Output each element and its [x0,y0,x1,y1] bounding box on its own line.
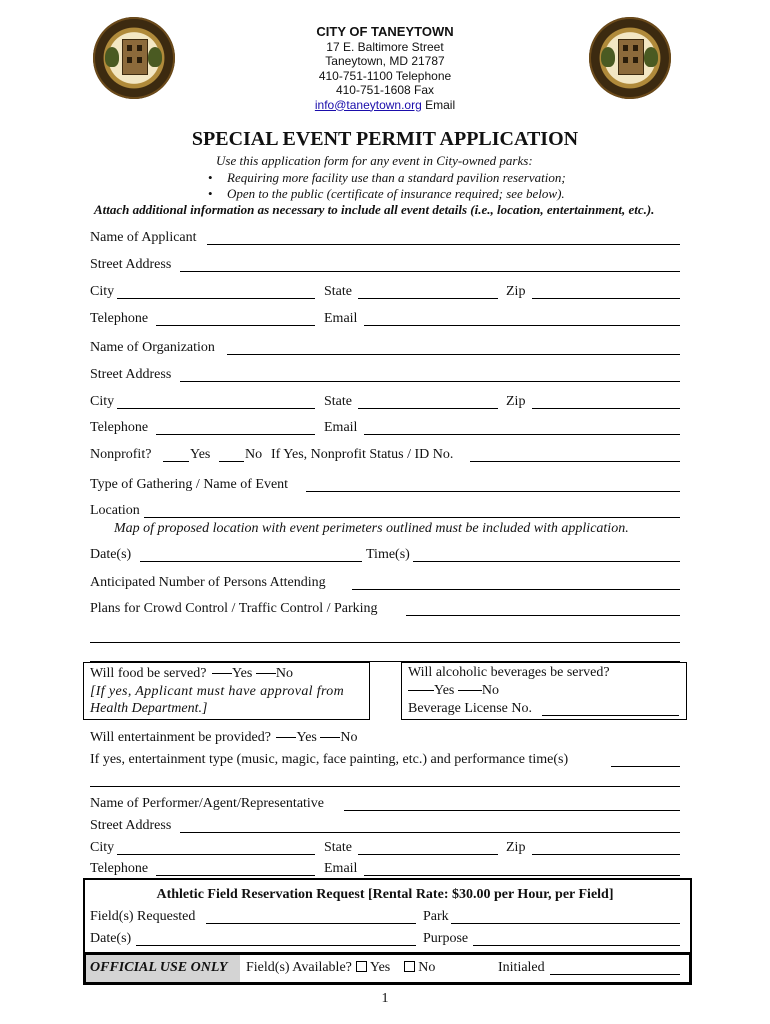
label-performer-telephone: Telephone [90,861,149,876]
input-entertainment-yes[interactable] [276,737,296,738]
label-performer-zip: Zip [506,840,526,855]
input-persons[interactable] [352,589,680,590]
input-street-address[interactable] [180,271,680,272]
label-org-zip: Zip [506,394,526,409]
label-entertainment [90,730,357,746]
input-food-no[interactable] [256,673,276,674]
label-location: Location [90,503,140,518]
label-alcohol: Will alcoholic beverages be served? [408,665,610,680]
label-nonprofit-no: No [245,447,263,462]
input-nonprofit-no[interactable] [219,461,244,462]
alcohol-yes-no [408,683,499,699]
athletic-title: Athletic Field Reservation Request [Rental Rate: $30.00 per Hour, per Field] [156,887,614,902]
label-purpose: Purpose [423,931,469,946]
label-nonprofit-yes: Yes [190,447,211,462]
food-note-line-1: [If yes, Applicant must have approval from [90,684,345,699]
input-performer-city[interactable] [117,854,315,855]
label-org-telephone: Telephone [90,420,149,435]
input-food-yes[interactable] [212,673,232,674]
input-telephone[interactable] [156,325,315,326]
intro-bullet-2: • Open to the public (certificate of insurance required; see below). [227,186,565,202]
input-city[interactable] [117,298,315,299]
map-note: Map of proposed location with event perimeters outlined must be included with application. [114,521,629,536]
input-dates[interactable] [140,561,362,562]
intro-line: Use this application form for any event in City-owned parks: [216,153,533,168]
input-purpose[interactable] [473,945,680,946]
label-org-state: State [324,394,352,409]
input-org-email[interactable] [364,434,680,435]
email-link[interactable]: info@taneytown.org [314,97,422,112]
label-performer-state: State [324,840,352,855]
input-performer[interactable] [344,810,680,811]
label-available-no: No [418,960,436,975]
label-zip: Zip [506,284,526,299]
input-entertainment-no[interactable] [320,737,340,738]
label-email: Email [324,311,358,326]
label-name-organization: Name of Organization [90,340,215,355]
input-org-telephone[interactable] [156,434,315,435]
food-question: Will food be served? [90,666,207,681]
label-org-city: City [90,394,115,409]
label-athletic-dates: Date(s) [90,931,132,946]
city-name: CITY OF TANEYTOWN [316,24,454,39]
page-title: SPECIAL EVENT PERMIT APPLICATION [191,128,579,150]
label-org-street-address: Street Address [90,367,172,382]
fax-line: 410-751-1608 Fax [335,83,435,97]
label-street-address: Street Address [90,257,172,272]
input-entertainment-type-line-2[interactable] [90,786,680,787]
input-location[interactable] [144,517,680,518]
input-times[interactable] [413,561,680,562]
input-plans[interactable] [406,615,680,616]
attach-note: Attach additional information as necessary to include all event details (i.e., location, entertainment, etc.). [94,202,655,217]
checkbox-available-no[interactable] [404,961,415,972]
input-name-organization[interactable] [227,354,680,355]
input-plans-line-2[interactable] [90,642,680,643]
input-email[interactable] [364,325,680,326]
label-fields-available: Field(s) Available? [246,960,352,975]
label-alcohol-no: No [481,683,499,698]
label-nonprofit-id: If Yes, Nonprofit Status / ID No. [271,447,454,462]
input-performer-zip[interactable] [532,854,680,855]
label-plans: Plans for Crowd Control / Traffic Control / Parking [90,601,378,616]
label-name-applicant: Name of Applicant [90,230,197,245]
label-gathering: Type of Gathering / Name of Event [90,477,289,492]
input-nonprofit-id[interactable] [470,461,680,462]
label-entertainment-type: If yes, entertainment type (music, magic, face painting, etc.) and performance time(s) [90,752,569,767]
label-alcohol-yes: Yes [434,683,455,698]
address-line-1: 17 E. Baltimore Street [326,39,444,54]
input-alcohol-yes[interactable] [408,690,434,691]
label-bev-license: Beverage License No. [408,701,532,716]
label-performer-street: Street Address [90,818,172,833]
input-performer-telephone[interactable] [156,875,315,876]
label-initialed: Initialed [498,960,545,975]
label-telephone: Telephone [90,311,149,326]
label-persons: Anticipated Number of Persons Attending [90,575,326,590]
input-org-zip[interactable] [532,408,680,409]
label-fields-requested: Field(s) Requested [90,909,196,924]
input-initialed[interactable] [550,974,680,975]
label-food-yes: Yes [231,666,253,681]
label-park: Park [423,909,449,924]
input-performer-state[interactable] [358,854,498,855]
intro-bullet-1: • Requiring more facility use than a standard pavilion reservation; [227,170,566,186]
label-available-yes: Yes [369,960,391,975]
input-org-city[interactable] [117,408,315,409]
label-performer-city: City [90,840,115,855]
input-performer-street[interactable] [180,832,680,833]
email-suffix: Email [421,97,456,112]
label-performer: Name of Performer/Agent/Representative [90,796,325,811]
input-zip[interactable] [532,298,680,299]
input-fields-requested[interactable] [206,923,416,924]
label-food [90,666,293,682]
input-bev-license[interactable] [542,715,679,716]
label-nonprofit: Nonprofit? [90,447,152,462]
address-line-2: Taneytown, MD 21787 [325,54,445,68]
checkbox-available-yes[interactable] [356,961,367,972]
label-entertainment-no: No [340,730,358,745]
input-athletic-dates[interactable] [136,945,416,946]
official-use-label: OFFICIAL USE ONLY [90,960,228,975]
label-state: State [324,284,352,299]
label-food-no: No [275,666,293,681]
input-gathering[interactable] [306,491,680,492]
input-org-street-address[interactable] [180,381,680,382]
food-note-line-2: Health Department.] [90,701,208,716]
phone-line: 410-751-1100 Telephone [318,68,452,83]
email-line [0,98,770,113]
input-alcohol-no[interactable] [458,690,482,691]
label-performer-email: Email [324,861,358,876]
label-org-email: Email [324,420,358,435]
input-park[interactable] [451,923,680,924]
label-city: City [90,284,115,299]
input-nonprofit-yes[interactable] [163,461,189,462]
letterhead [0,25,770,112]
entertainment-question: Will entertainment be provided? [90,730,271,745]
page-number: 1 [381,991,389,1006]
label-dates: Date(s) [90,547,132,562]
fields-available [246,960,435,976]
input-performer-email[interactable] [364,875,680,876]
input-state[interactable] [358,298,498,299]
input-org-state[interactable] [358,408,498,409]
label-entertainment-yes: Yes [296,730,317,745]
input-name-applicant[interactable] [207,244,680,245]
label-times: Time(s) [366,547,410,562]
input-entertainment-type[interactable] [611,766,680,767]
